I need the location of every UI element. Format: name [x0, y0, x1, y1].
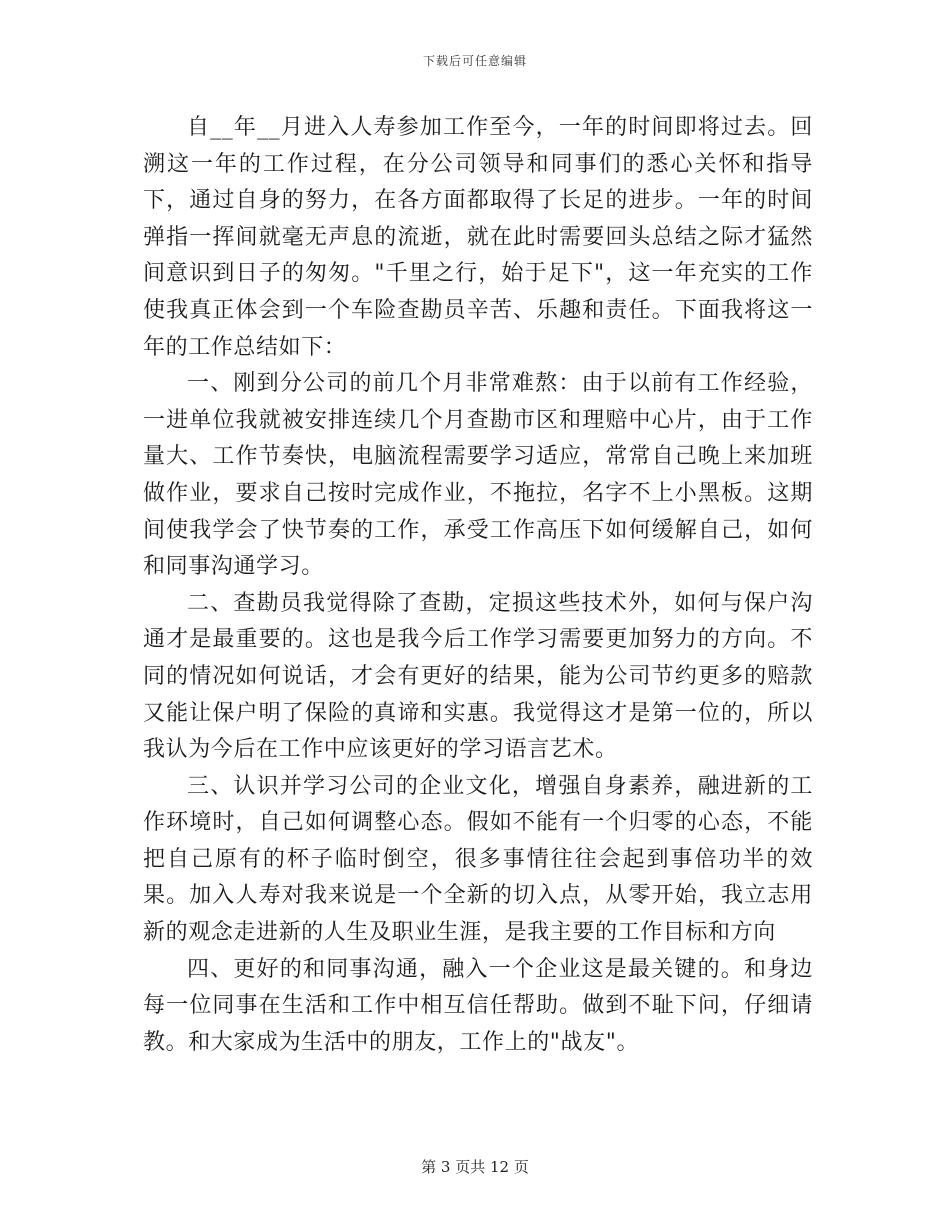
page-header-note: 下载后可任意编辑 [422, 54, 527, 68]
document-body [143, 110, 813, 1061]
paragraph-point-2: 二、查勘员我觉得除了查勘，定损这些技术外，如何与保户沟通才是最重要的。这也是我今后工作学习需要更加努力的方向。不同的情况如何说话，才会有更好的结果，能为公司节约更多的赔款又能让保户明了保险的真谛和实惠。我觉得这才是第一位的，所以我认为今后在工作中应该更好的学习语言艺术。 [143, 590, 813, 763]
page-number: 第 3 页共 12 页 [421, 1158, 529, 1176]
paragraph-point-1: 一、刚到分公司的前几个月非常难熬：由于以前有工作经验，一进单位我就被安排连续几个月查勘市区和理赔中心片，由于工作量大、工作节奏快，电脑流程需要学习适应，常常自己晚上来加班做作业，要求自己按时完成作业，不拖拉，名字不上小黑板。这期间使我学会了快节奏的工作，承受工作高压下如何缓解自己，如何和同事沟通学习。 [143, 371, 813, 580]
paragraph-intro: 自__年__月进入人寿参加工作至今，一年的时间即将过去。回溯这一年的工作过程，在分公司领导和同事们的悉心关怀和指导下，通过自身的努力，在各方面都取得了长足的进步。一年的时间弹指一挥间就毫无声息的流逝，就在此时需要回头总结之际才猛然间意识到日子的匆匆。"千里之行，始于足下"，这一年充实的工作使我真正体会到一个车险查勘员辛苦、乐趣和责任。下面我将这一年的工作总结如下： [143, 115, 813, 360]
paragraph-point-4: 四、更好的和同事沟通，融入一个企业这是最关键的。和身边每一位同事在生活和工作中相互信任帮助。做到不耻下问，仔细请教。和大家成为生活中的朋友，工作上的"战友"。 [143, 956, 813, 1055]
paragraph-point-3: 三、认识并学习公司的企业文化，增强自身素养，融进新的工作环境时，自己如何调整心态。假如不能有一个归零的心态，不能把自己原有的杯子临时倒空，很多事情往往会起到事倍功半的效果。加入人寿对我来说是一个全新的切入点，从零开始，我立志用新的观念走进新的人生及职业生涯，是我主要的工作目标和方向 [143, 773, 813, 946]
